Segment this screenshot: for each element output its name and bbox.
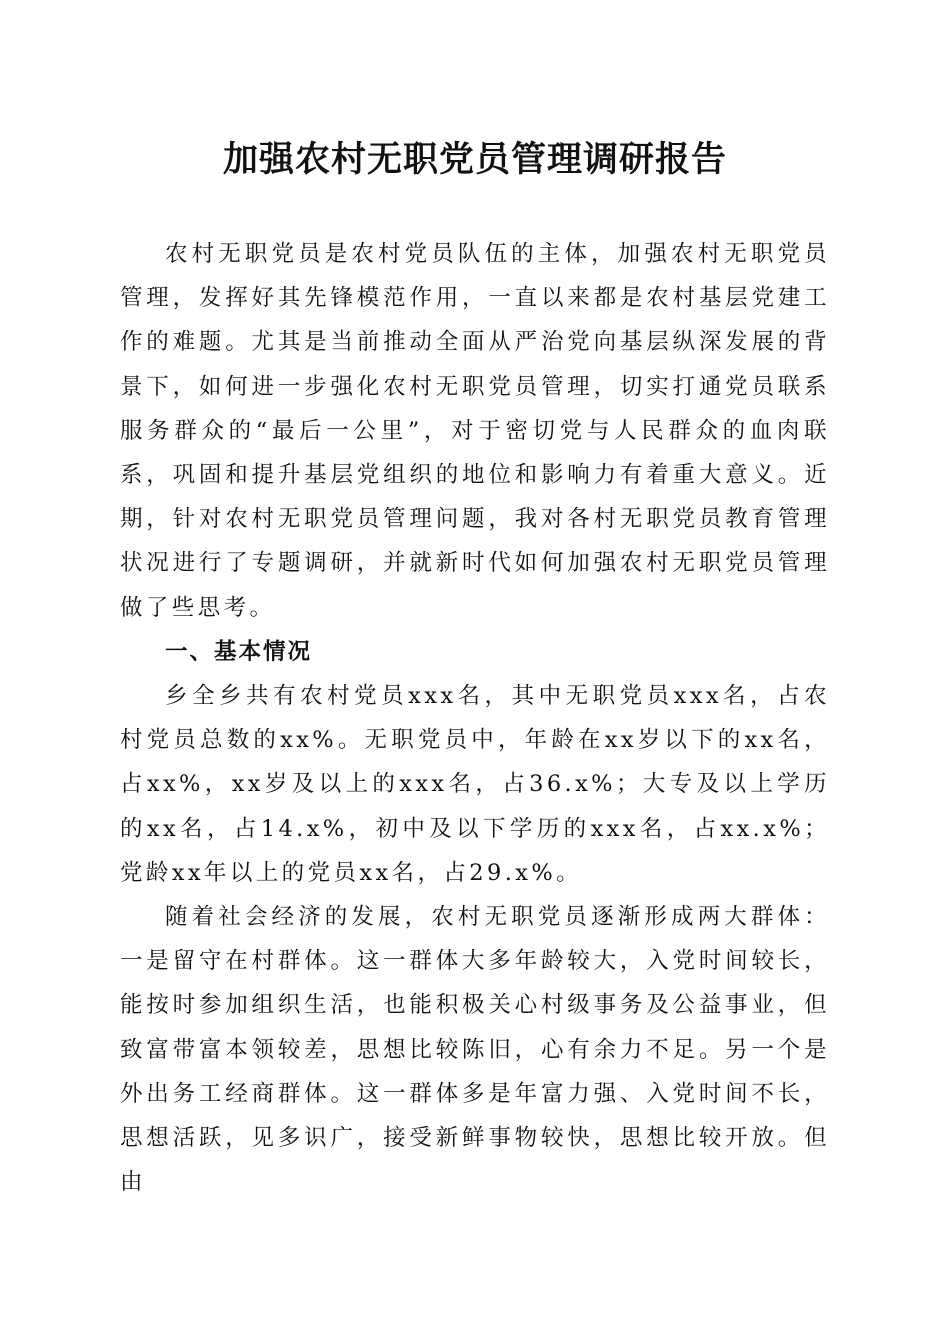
groups-paragraph: 随着社会经济的发展，农村无职党员逐渐形成两大群体：一是留守在村群体。这一群体大多年龄较大，入党时间较长，能按时参加组织生活，也能积极关心村级事务及公益事业，但致富带富本领较差，思想比较陈旧，心有余力不足。另一个是外出务工经商群体。这一群体多是年富力强、入党时间不长，思想活跃，见多识广，接受新鲜事物较快，思想比较开放。但由 [120, 904, 830, 1196]
statistics-paragraph: 乡全乡共有农村党员xxx名，其中无职党员xxx名，占农村党员总数的xx%。无职党员中，年龄在xx岁以下的xx名，占xx%，xx岁及以上的xxx名，占36.x%；大专及以上学历的xx名，占14.x%，初中及以下学历的xxx名，占xx.x%；党龄xx年以上的党员xx名，占29.x%。 [120, 683, 830, 886]
intro-paragraph: 农村无职党员是农村党员队伍的主体，加强农村无职党员管理，发挥好其先锋模范作用，一直以来都是农村基层党建工作的难题。尤其是当前推动全面从严治党向基层纵深发展的背景下，如何进一步强化农村无职党员管理，切实打通党员联系服务群众的“最后一公里”，对于密切党与人民群众的血肉联系，巩固和提升基层党组织的地位和影响力有着重大意义。近期，针对农村无职党员管理问题，我对各村无职党员教育管理状况进行了专题调研，并就新时代如何加强农村无职党员管理做了些思考。 [120, 241, 830, 621]
document-body [120, 232, 830, 1204]
section-heading-basic-situation: 一、基本情况 [165, 638, 313, 665]
document-title: 加强农村无职党员管理调研报告 [222, 139, 727, 180]
